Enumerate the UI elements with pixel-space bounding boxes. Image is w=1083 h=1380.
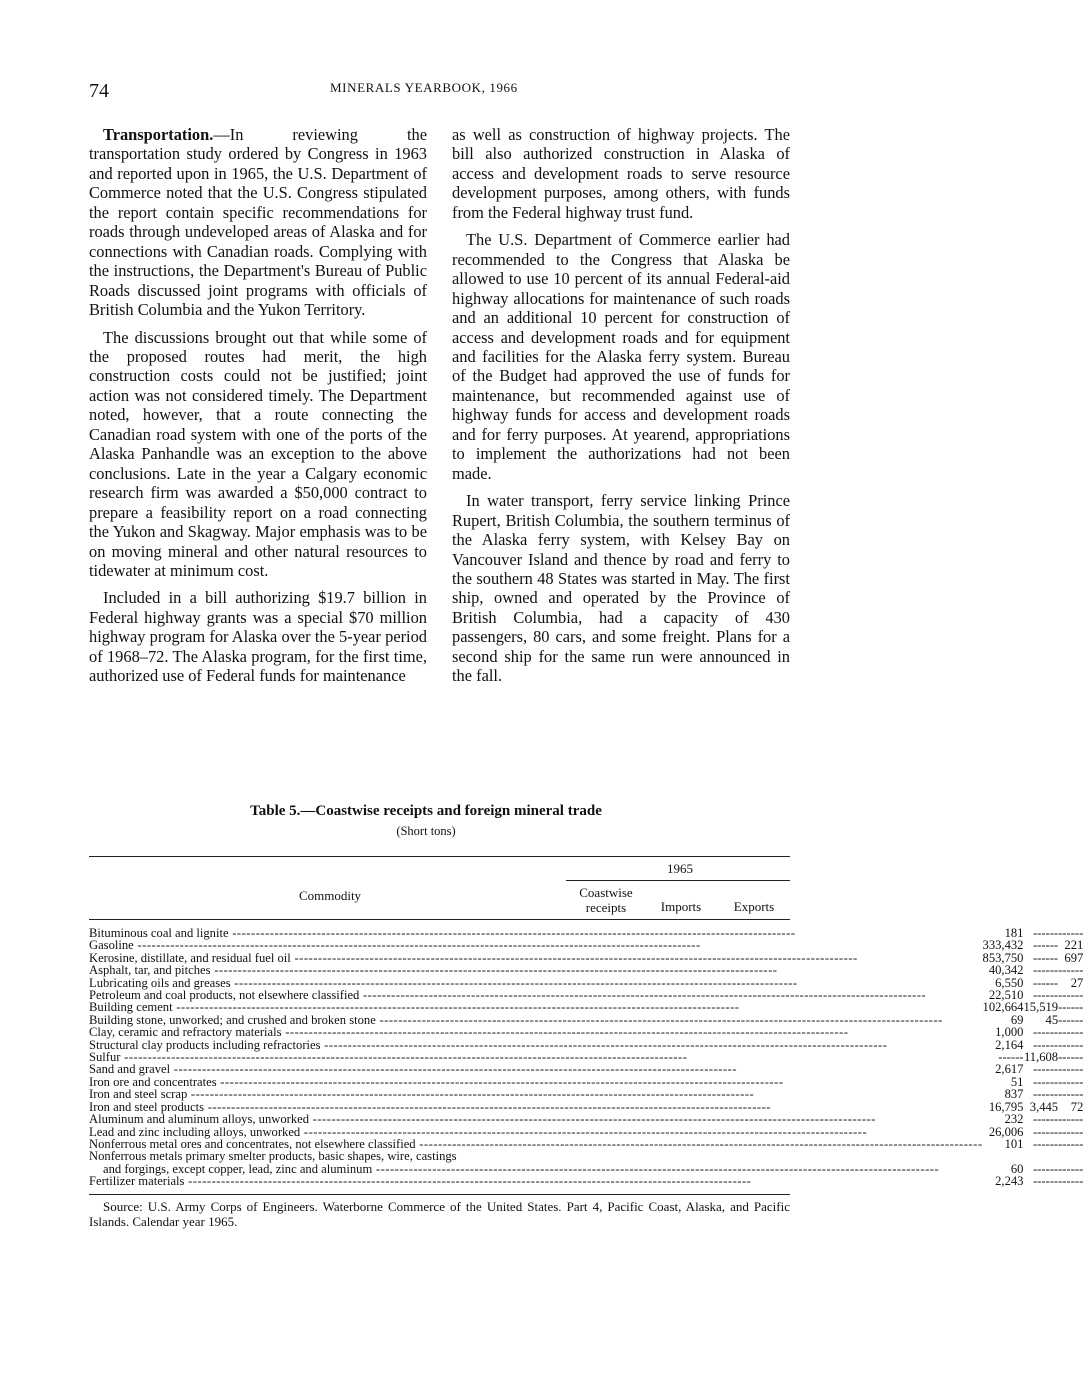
- commodity-cell: [89, 1088, 983, 1100]
- commodity-cell: [89, 1113, 983, 1125]
- table-row: [89, 1001, 1083, 1013]
- paragraph-text: —In reviewing the transportation study ordered by Congress in 1963 and reported upon in 1965, the U.S. Department of Commerce noted that the U.S. Congress stipulated the report contain specific recommendations for roads through undeveloped areas of Alaska and for connections with Canadian roads. Complying with the instructions, the Department's Bureau of Public Roads discussed joint programs with officials of British Columbia and the Yukon Territory.: [89, 125, 427, 320]
- left-column: [89, 125, 427, 694]
- commodity-cell: [89, 939, 983, 951]
- commodity-cell: [89, 1150, 983, 1162]
- exports-cell: ------: [1058, 1174, 1083, 1189]
- year-header: 1965: [667, 861, 693, 876]
- coastwise-header-line2: receipts: [585, 900, 627, 915]
- coastwise-cell: 181: [1004, 926, 1024, 940]
- commodity-label: and forgings, except copper, lead, zinc and aluminum -----: [89, 1163, 983, 1175]
- commodity-header: Commodity: [298, 888, 362, 903]
- coastwise-cell: ------: [998, 1050, 1024, 1065]
- commodity-label: Petroleum and coal products, not elsewhere classified -----: [89, 989, 983, 1001]
- table-bottom-rule: [89, 1194, 790, 1195]
- commodity-label: Nonferrous metal ores and concentrates, not elsewhere classified -----: [89, 1138, 983, 1150]
- commodity-label: Iron ore and concentrates -----: [89, 1076, 983, 1088]
- commodity-cell: [89, 1026, 983, 1038]
- exports-cell: 697: [1064, 950, 1083, 965]
- commodity-label: Building cement -----: [89, 1001, 983, 1013]
- commodity-cell: [89, 1001, 983, 1013]
- coastwise-cell: 51: [1010, 1074, 1024, 1089]
- table-row: [89, 964, 1083, 976]
- coastwise-cell: 101: [1004, 1136, 1024, 1151]
- exports-cell: 27: [1070, 975, 1083, 990]
- exports-cell: ------: [1058, 1087, 1083, 1102]
- coastwise-cell: 6,550: [995, 975, 1024, 990]
- coastwise-cell: 333,432: [982, 938, 1024, 953]
- commodity-label: Lubricating oils and greases -----: [89, 977, 983, 989]
- exports-cell: ------: [1058, 1136, 1083, 1151]
- commodity-label: Nonferrous metals primary smelter products, basic shapes, wire, castings: [89, 1149, 457, 1164]
- imports-cell: ------: [1032, 926, 1059, 940]
- coastwise-cell: 69: [1010, 1012, 1024, 1027]
- imports-cell: 11,608: [1023, 1050, 1059, 1065]
- coastwise-cell: 2,164: [995, 1037, 1024, 1052]
- table-title: Table 5.—Coastwise receipts and foreign mineral trade: [250, 803, 602, 819]
- table-row: [89, 1088, 1083, 1100]
- paragraph-transportation: [89, 125, 427, 320]
- table-row: [89, 1026, 1083, 1038]
- imports-cell: 15,519: [1023, 1000, 1059, 1015]
- paragraph-highway-bill: Included in a bill authorizing $19.7 billion in Federal highway grants was a special $70 million highway program for Alaska over the 5-year period of 1968–72. The Alaska program, for the first time, authorized use of Federal funds for maintenance: [89, 588, 427, 686]
- coastwise-cell: 2,617: [995, 1062, 1024, 1077]
- exports-cell: ------: [1058, 1112, 1083, 1127]
- exports-cell: [1058, 1150, 1083, 1162]
- commodity-label: Fertilizer materials -----: [89, 1175, 983, 1187]
- imports-cell: 45: [1045, 1012, 1059, 1027]
- runin-heading: Transportation.: [103, 125, 214, 144]
- exports-cell: ------: [1058, 1037, 1083, 1052]
- coastwise-cell: 16,795: [988, 1099, 1024, 1114]
- exports-cell: ------: [1058, 1074, 1083, 1089]
- trade-table: [89, 927, 1083, 1188]
- header-bottom-rule: [89, 919, 790, 920]
- imports-cell: ------: [1032, 1124, 1059, 1139]
- imports-cell: ------: [1032, 1087, 1059, 1102]
- commodity-label: Aluminum and aluminum alloys, unworked -----: [89, 1113, 983, 1125]
- year-underline: [566, 880, 790, 881]
- exports-header: Exports: [733, 899, 775, 914]
- imports-cell: ------: [1032, 1062, 1059, 1077]
- running-head: MINERALS YEARBOOK, 1966: [330, 80, 518, 95]
- imports-cell: ------: [1032, 1136, 1059, 1151]
- exports-cell: ------: [1058, 1000, 1083, 1015]
- coastwise-cell: 2,243: [995, 1174, 1024, 1189]
- imports-cell: ------: [1032, 1161, 1059, 1176]
- commodity-label: Structural clay products including refractories -----: [89, 1039, 983, 1051]
- imports-cell: ------: [1032, 950, 1059, 965]
- table-source-note: Source: U.S. Army Corps of Engineers. Waterborne Commerce of the United States. Part 4, Pacific Coast, Alaska, and Pacific Islands. Calendar year 1965.: [89, 1199, 790, 1229]
- commodity-label: Sulfur -----: [89, 1051, 983, 1063]
- coastwise-cell: 1,000: [995, 1025, 1024, 1040]
- coastwise-cell: 40,342: [988, 963, 1024, 978]
- commodity-cell: [89, 1063, 983, 1075]
- commodity-label: Bituminous coal and lignite -----: [89, 927, 983, 939]
- commodity-label: Kerosine, distillate, and residual fuel oil -----: [89, 952, 983, 964]
- table-top-rule: [89, 856, 790, 857]
- page-number: 74: [89, 80, 109, 102]
- table-row: [89, 1063, 1083, 1075]
- commodity-label: Iron and steel products -----: [89, 1101, 983, 1113]
- paragraph-continued: as well as construction of highway projects. The bill also authorized construction in Alaska of access and development roads to serve resource development purposes, among others, with funds from the Federal highway trust fund.: [452, 125, 790, 222]
- paragraph-commerce: The U.S. Department of Commerce earlier had recommended to the Congress that Alaska be allowed to use 10 percent of its annual Federal-aid highway allocations for maintenance of such roads and an additional 10 percent for construction of access and development roads and for equipment and facilities for the Alaska ferry system. Bureau of the Budget had approved the use of funds for maintenance, but recommended against use of highway funds for access and development roads and for ferry purposes. At yearend, appropriations to implement the authorizations had not been made.: [452, 230, 790, 483]
- table-row: [89, 939, 1083, 951]
- commodity-cell: [89, 964, 983, 976]
- table-row: [89, 1175, 1083, 1187]
- coastwise-cell: 26,006: [988, 1124, 1024, 1139]
- exports-cell: ------: [1058, 988, 1083, 1003]
- exports-cell: ------: [1058, 926, 1083, 940]
- exports-cell: ------: [1058, 1161, 1083, 1176]
- commodity-label: Sand and gravel -----: [89, 1063, 983, 1075]
- paragraph-discussions: The discussions brought out that while some of the proposed routes had merit, the high construction costs could not be justified; joint action was not considered timely. The Department noted, however, that a route connecting the Canadian road system with one of the ports of the Alaska Panhandle was an exception to the above conclusions. Late in the year a Calgary economic research firm was awarded a $50,000 contract to prepare a feasibility report on a road connecting the Yukon and Skagway. Major emphasis was to be on moving mineral and other natural resources to tidewater at minimum cost.: [89, 327, 427, 580]
- exports-cell: ------: [1058, 963, 1083, 978]
- table-subtitle: (Short tons): [396, 824, 456, 838]
- paragraph-water-transport: In water transport, ferry service linking Prince Rupert, British Columbia, the southern terminus of the Alaska ferry system, with Kelsey Bay on Vancouver Island and thence by road and ferry to the southern 48 States was started in May. The first ship, owned and operated by the Province of British Columbia, had a capacity of 430 passengers, 80 cars, and some freight. Plans for a second ship for the same run were announced in the fall.: [452, 491, 790, 686]
- commodity-label: Iron and steel scrap -----: [89, 1088, 983, 1100]
- imports-cell: [1023, 1150, 1058, 1162]
- exports-cell: ------: [1058, 1124, 1083, 1139]
- coastwise-cell: 60: [1010, 1161, 1024, 1176]
- imports-header: Imports: [660, 899, 702, 914]
- commodity-label: Lead and zinc including alloys, unworked -----: [89, 1126, 983, 1138]
- table-row: [89, 1113, 1083, 1125]
- coastwise-header: [568, 885, 644, 915]
- commodity-label: Asphalt, tar, and pitches -----: [89, 964, 983, 976]
- right-column: [452, 125, 790, 694]
- coastwise-cell: 853,750: [982, 950, 1024, 965]
- imports-cell: ------: [1032, 988, 1059, 1003]
- table-row: [89, 1150, 1083, 1162]
- imports-cell: ------: [1032, 1174, 1059, 1189]
- imports-cell: ------: [1032, 1037, 1059, 1052]
- commodity-label: Gasoline -----: [89, 939, 983, 951]
- commodity-cell: [89, 1175, 983, 1187]
- coastwise-cell: 232: [1004, 1112, 1024, 1127]
- exports-cell: ------: [1058, 1062, 1083, 1077]
- imports-cell: ------: [1032, 1112, 1059, 1127]
- imports-cell: ------: [1032, 938, 1059, 953]
- exports-cell: ------: [1058, 1050, 1083, 1065]
- imports-cell: ------: [1032, 975, 1059, 990]
- coastwise-cell: 837: [1004, 1087, 1024, 1102]
- imports-cell: ------: [1032, 1025, 1059, 1040]
- commodity-label: Building stone, unworked; and crushed and broken stone -----: [89, 1014, 983, 1026]
- imports-cell: 3,445: [1029, 1099, 1059, 1114]
- coastwise-header-line1: Coastwise: [579, 885, 633, 900]
- coastwise-cell: [983, 1150, 1024, 1162]
- exports-cell: 221: [1064, 938, 1083, 953]
- imports-cell: ------: [1032, 1074, 1059, 1089]
- commodity-label: Clay, ceramic and refractory materials -----: [89, 1026, 983, 1038]
- coastwise-cell: 102,664: [982, 1000, 1024, 1015]
- exports-cell: 72: [1070, 1099, 1083, 1114]
- exports-cell: ------: [1058, 1025, 1083, 1040]
- imports-cell: ------: [1032, 963, 1059, 978]
- exports-cell: ------: [1058, 1012, 1083, 1027]
- coastwise-cell: 22,510: [988, 988, 1024, 1003]
- table-body: [89, 927, 1083, 1188]
